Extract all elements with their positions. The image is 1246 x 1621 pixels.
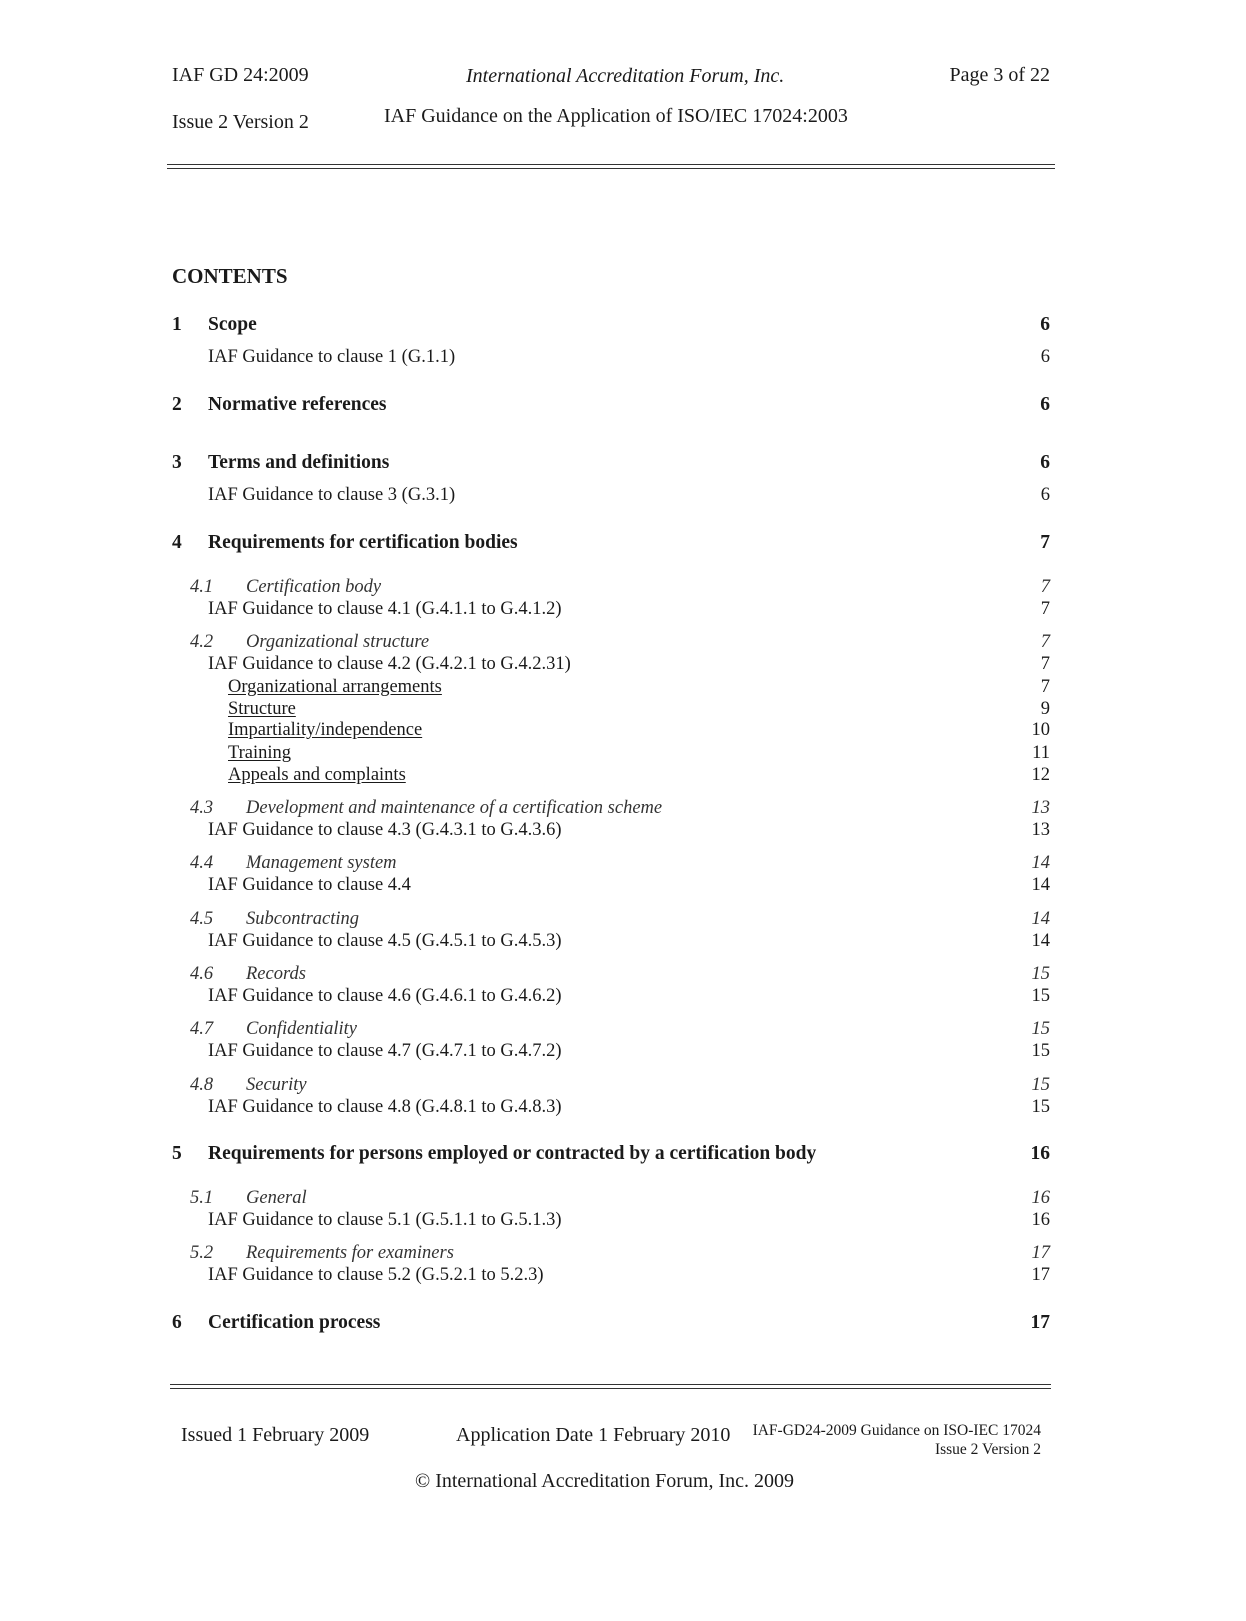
toc-subsection-title[interactable]: Development and maintenance of a certification scheme	[246, 798, 663, 818]
toc-subsection-title[interactable]: Management system	[246, 853, 397, 873]
toc-guidance-entry[interactable]: IAF Guidance to clause 5.1 (G.5.1.1 to G.5.1.3)	[208, 1210, 562, 1230]
toc-subsection-page: 7	[1040, 632, 1050, 652]
toc-guidance-page: 15	[1031, 1097, 1050, 1117]
toc-subsection-page: 17	[1031, 1243, 1050, 1263]
toc-guidance-page: 17	[1031, 1265, 1050, 1285]
toc-guidance-page: 16	[1031, 1210, 1050, 1230]
toc-subsection-number: 4.8	[190, 1075, 214, 1095]
toc-subsection-title[interactable]: Certification body	[246, 577, 382, 597]
toc-section-number: 1	[172, 314, 182, 335]
toc-section-number: 3	[172, 452, 182, 473]
toc-guidance-page: 13	[1031, 820, 1050, 840]
toc-subsection-title[interactable]: Subcontracting	[246, 909, 360, 929]
issued-date: Issued 1 February 2009	[181, 1424, 370, 1446]
toc-guidance-entry[interactable]: IAF Guidance to clause 4.4	[208, 875, 411, 895]
toc-guidance-entry[interactable]: IAF Guidance to clause 5.2 (G.5.2.1 to 5.2.3)	[208, 1265, 544, 1285]
toc-link-page: 11	[1032, 743, 1050, 763]
toc-subsection-number: 5.2	[190, 1243, 214, 1263]
toc-subsection-page: 7	[1040, 577, 1050, 597]
toc-subsection-page: 14	[1031, 853, 1050, 873]
toc-link-entry[interactable]: Impartiality/independence	[228, 720, 423, 740]
toc-subsection-title[interactable]: Records	[246, 964, 306, 984]
toc-guidance-page: 15	[1031, 986, 1050, 1006]
toc-section-title[interactable]: Requirements for persons employed or contracted by a certification body	[208, 1143, 817, 1164]
toc-subsection-title[interactable]: Requirements for examiners	[246, 1243, 454, 1263]
toc-section-page: 17	[1030, 1312, 1050, 1333]
toc-section-number: 5	[172, 1143, 182, 1164]
toc-guidance-entry[interactable]: IAF Guidance to clause 4.3 (G.4.3.1 to G.4.3.6)	[208, 820, 562, 840]
toc-section-page: 6	[1040, 452, 1050, 473]
toc-subsection-page: 13	[1031, 798, 1050, 818]
toc-section-number: 4	[172, 532, 182, 553]
doc-id: IAF GD 24:2009	[172, 64, 309, 86]
toc-section-page: 7	[1040, 532, 1050, 553]
toc-link-page: 10	[1031, 720, 1050, 740]
page-number: Page 3 of 22	[949, 64, 1050, 86]
toc-subsection-number: 4.6	[190, 964, 214, 984]
toc-subsection-page: 14	[1031, 909, 1050, 929]
toc-subsection-number: 4.2	[190, 632, 214, 652]
toc-link-entry[interactable]: Training	[228, 743, 292, 763]
toc-link-page: 7	[1040, 677, 1050, 697]
toc-subsection-number: 4.5	[190, 909, 214, 929]
toc-subsection-number: 5.1	[190, 1188, 214, 1208]
toc-subsection-number: 4.4	[190, 853, 214, 873]
toc-section-title[interactable]: Scope	[208, 314, 257, 335]
toc-section-number: 2	[172, 394, 182, 415]
footer-ref-line1: IAF-GD24-2009 Guidance on ISO-IEC 17024	[752, 1422, 1041, 1439]
toc-section-page: 6	[1040, 314, 1050, 335]
toc-guidance-page: 7	[1040, 599, 1050, 619]
toc-link-page: 9	[1040, 699, 1050, 719]
toc-section-title[interactable]: Certification process	[208, 1312, 381, 1333]
copyright: © International Accreditation Forum, Inc. 2009	[415, 1470, 794, 1492]
toc-subsection-title[interactable]: Confidentiality	[246, 1019, 357, 1039]
toc-section-title[interactable]: Requirements for certification bodies	[208, 532, 518, 553]
toc-section-page: 16	[1030, 1143, 1050, 1164]
footer-rule-top	[170, 1384, 1051, 1385]
toc-guidance-page: 14	[1031, 875, 1050, 895]
toc-subsection-title[interactable]: Security	[246, 1075, 307, 1095]
toc-section-title[interactable]: Normative references	[208, 394, 387, 415]
toc-subsection-page: 15	[1031, 964, 1050, 984]
toc-section-number: 6	[172, 1312, 182, 1333]
org-name: International Accreditation Forum, Inc.	[466, 65, 785, 87]
toc-guidance-page: 15	[1031, 1041, 1050, 1061]
footer-reference	[753, 1421, 1041, 1459]
toc-guidance-page: 14	[1031, 931, 1050, 951]
toc-guidance-entry[interactable]: IAF Guidance to clause 4.2 (G.4.2.1 to G.4.2.31)	[208, 654, 571, 674]
toc-guidance-entry[interactable]: IAF Guidance to clause 1 (G.1.1)	[208, 347, 456, 367]
toc-link-entry[interactable]: Appeals and complaints	[228, 765, 406, 785]
footer-rule-bottom	[170, 1388, 1051, 1389]
toc-subsection-page: 15	[1031, 1019, 1050, 1039]
toc-link-page: 12	[1031, 765, 1050, 785]
toc-guidance-entry[interactable]: IAF Guidance to clause 4.6 (G.4.6.1 to G.4.6.2)	[208, 986, 562, 1006]
toc-subsection-page: 15	[1031, 1075, 1050, 1095]
contents-title: CONTENTS	[172, 264, 288, 288]
toc-guidance-page: 7	[1040, 654, 1050, 674]
toc-subsection-page: 16	[1031, 1188, 1050, 1208]
toc-guidance-entry[interactable]: IAF Guidance to clause 4.1 (G.4.1.1 to G.4.1.2)	[208, 599, 562, 619]
toc-subsection-title[interactable]: General	[246, 1188, 307, 1208]
header-rule-top	[167, 164, 1055, 165]
toc-link-entry[interactable]: Organizational arrangements	[228, 677, 442, 697]
toc-guidance-page: 6	[1040, 347, 1050, 367]
footer-ref-line2: Issue 2 Version 2	[934, 1441, 1041, 1458]
toc-section-title[interactable]: Terms and definitions	[208, 452, 390, 473]
header-rule-bottom	[167, 168, 1055, 169]
doc-title: IAF Guidance on the Application of ISO/IEC 17024:2003	[384, 105, 848, 127]
toc-section-page: 6	[1040, 394, 1050, 415]
toc-subsection-title[interactable]: Organizational structure	[246, 632, 430, 652]
toc-guidance-entry[interactable]: IAF Guidance to clause 4.5 (G.4.5.1 to G.4.5.3)	[208, 931, 562, 951]
toc-guidance-entry[interactable]: IAF Guidance to clause 4.8 (G.4.8.1 to G.4.8.3)	[208, 1097, 562, 1117]
toc-link-entry[interactable]: Structure	[228, 699, 296, 719]
toc-guidance-page: 6	[1040, 485, 1050, 505]
application-date: Application Date 1 February 2010	[456, 1424, 731, 1446]
toc-subsection-number: 4.7	[190, 1019, 214, 1039]
toc-subsection-number: 4.3	[190, 798, 214, 818]
toc-guidance-entry[interactable]: IAF Guidance to clause 3 (G.3.1)	[208, 485, 456, 505]
toc-guidance-entry[interactable]: IAF Guidance to clause 4.7 (G.4.7.1 to G.4.7.2)	[208, 1041, 562, 1061]
toc-subsection-number: 4.1	[190, 577, 214, 597]
issue-version: Issue 2 Version 2	[172, 111, 309, 133]
